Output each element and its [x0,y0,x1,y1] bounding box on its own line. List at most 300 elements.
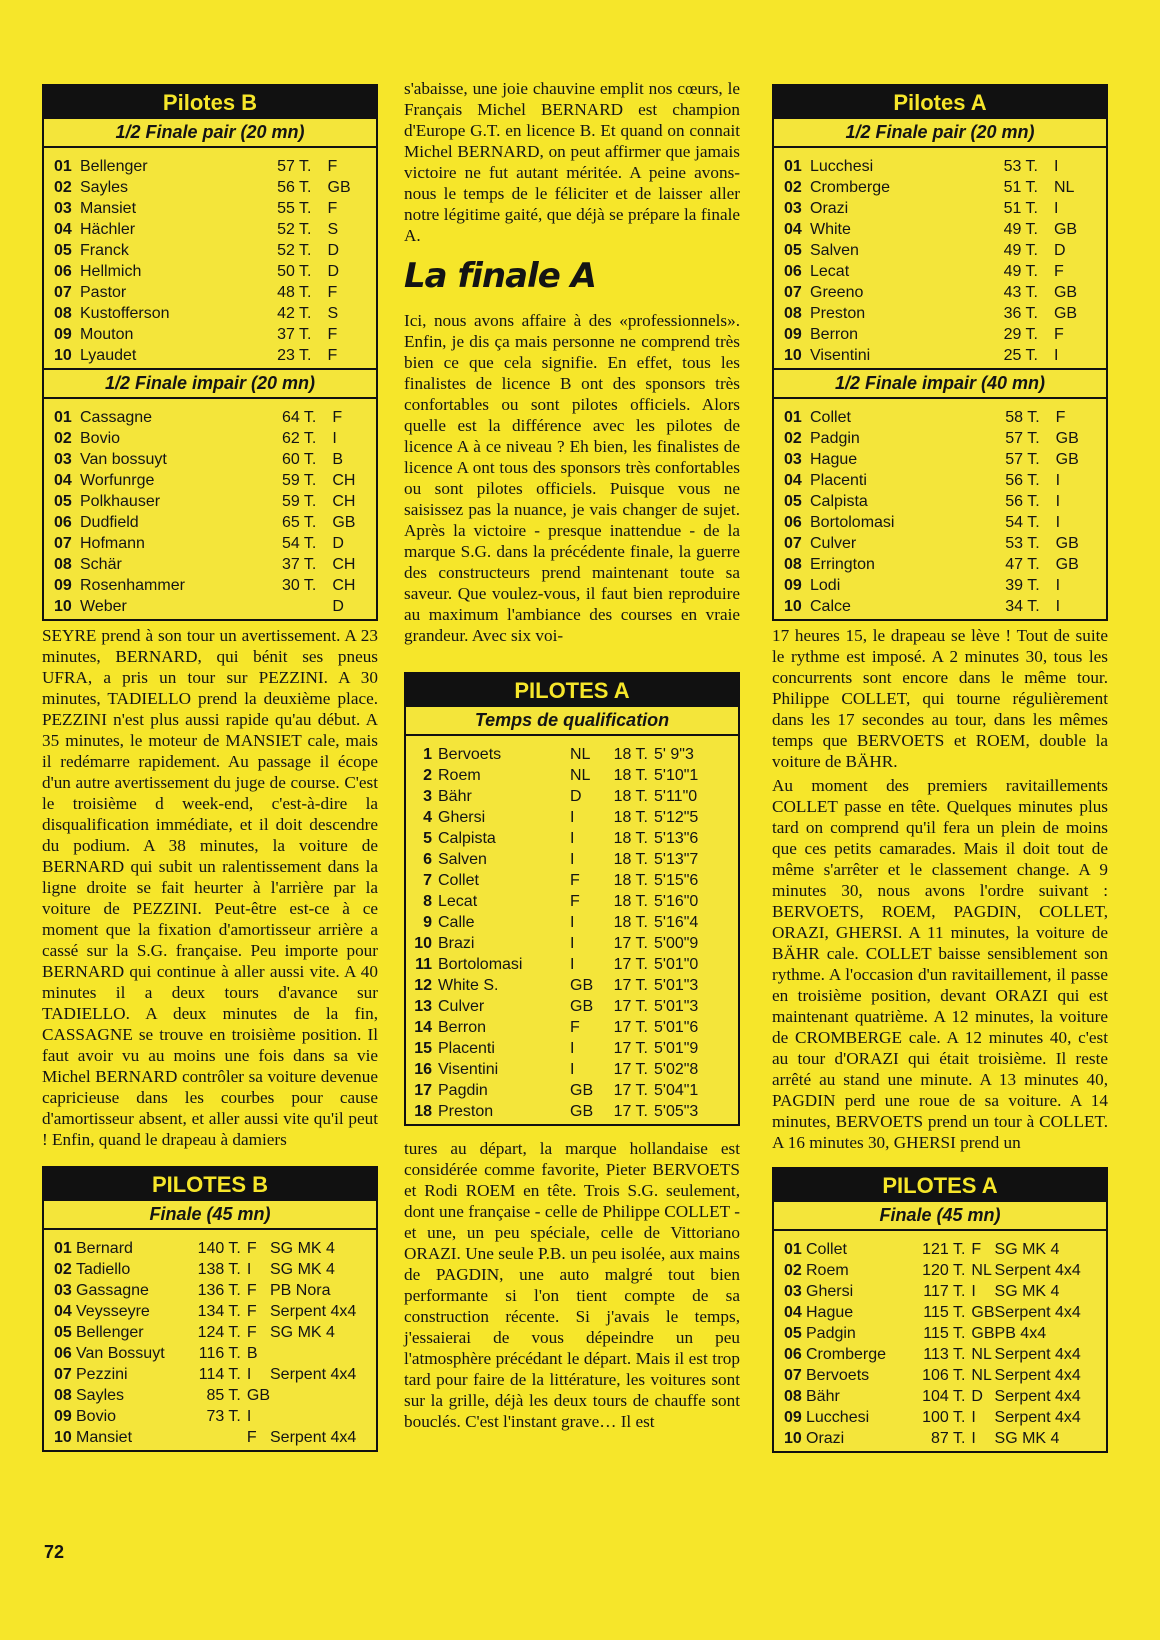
table-row [44,1301,376,1322]
cell-country: D [332,535,344,552]
cell-n: 05 [784,1325,802,1342]
cell-car: SG MK 4 [994,1241,1060,1258]
table-row [774,533,1106,554]
section-label: 1/2 Finale pair (20 mn) [774,119,1106,148]
cell-name: Pezzini [76,1366,128,1383]
table-row [774,148,1106,177]
cell-country: CH [332,472,356,489]
cell-car: Serpent 4x4 [994,1304,1081,1321]
cell-n: 12 [414,977,432,994]
table-row [406,1038,738,1059]
cell-name: Bähr [438,788,472,805]
cell-time: 5'05"3 [654,1103,699,1120]
cell-country: I [1055,493,1061,510]
cell-car: Serpent 4x4 [994,1367,1081,1384]
cell-country: B [332,451,344,468]
cell-laps: 49 T. [1003,221,1038,238]
column-1 [42,84,378,1452]
cell-n: 10 [54,1429,72,1446]
table-row [44,1343,376,1364]
paragraph: Au moment des premiers ravitaillements COLLET passe en tête. Quelques minutes plus tard on comprend qu'il fera un plein de moins que ces petits camarades. Mais il doit tout de même s'arrêter et le classement change. A 9 minutes 30, nous avons l'ordre suivant : BERVOETS, ROEM, PAGDIN, COLLET, ORAZI, GHERSI. A 11 minutes, la voiture de BÄHR cale. COLLET baisse sensiblement son rythme. A l'occasion d'un ravitaillement, il passe en troisième position, devant ORAZI qui est maintenant quatrième. A 12 minutes, la voiture de CROMBERGE cale. A 12 minutes 40, c'est au tour d'ORAZI qui était troisième. Il reste arrêté au stand une minute. A 13 minutes 40, PAGDIN perd une roue de sa voiture. A 14 minutes, BERVOETS prend un tour à COLLET. A 16 minutes 30, GHERSI prend un [772,776,1108,1152]
cell-n: 02 [54,430,72,447]
cell-time: 5'13"6 [654,830,699,847]
cell-name: Cromberge [806,1346,887,1363]
table-row [774,240,1106,261]
cell-laps: 114 T. [198,1366,241,1383]
cell-name: Lucchesi [806,1409,870,1426]
cell-country: I [570,914,575,931]
paragraph: Ici, nous avons affaire à des «professionnels». Enfin, je dis ça mais personne ne comprend très bien ce que cela signifie. En effet, tous les finalistes de licence B ont des sponsors très confortables ou sont pilotes officiels. Alors quelle est la différence avec les pilotes de licence A à ce niveau ? Eh bien, les finalistes de licence A ont tous des sponsors très confortables ou sont pilotes officiels. Puisque vous ne saisissez pas la nuance, je vais changer de sujet. Après la victoire - presque inattendue - de la marque S.G. dans la précédente finale, la guerre des constructeurs prend maintenant toute sa saveur. Que voulez-vous, il faut bien reproduire au maximum l'ambiance des courses en vraie grandeur. Avec six voi- [404,311,740,645]
cell-n: 09 [54,1408,72,1425]
cell-laps: 53 T. [1003,158,1038,175]
table-row [406,1080,738,1101]
cell-laps: 57 T. [1005,430,1040,447]
cell-laps: 49 T. [1003,263,1038,280]
cell-country: S [327,221,339,238]
box-title: PILOTES A [406,674,738,707]
cell-time: 5'01"6 [654,1019,699,1036]
column-3 [772,84,1108,1453]
cell-n: 11 [415,956,432,973]
cell-n: 2 [423,767,432,784]
cell-laps: 17 T. [613,1103,648,1120]
cell-laps: 134 T. [197,1303,241,1320]
cell-name: Bovio [76,1408,117,1425]
cell-n: 03 [784,1283,802,1300]
table-row [44,240,376,261]
cell-country: F [327,347,338,364]
cell-country: F [570,872,580,889]
cell-n: 4 [423,809,432,826]
cell-name: Bovio [80,430,121,447]
cell-name: Rosenhammer [80,577,185,594]
table-row [44,177,376,198]
cell-laps: 47 T. [1005,556,1040,573]
cell-time: 5'02"8 [654,1061,699,1078]
cell-name: Ghersi [806,1283,854,1300]
results-table [774,1231,1106,1451]
cell-n: 01 [54,158,72,175]
cell-car [270,1385,376,1406]
cell-n: 08 [54,305,72,322]
cell-n: 10 [414,935,432,952]
cell-n: 09 [54,577,72,594]
cell-name: Bellenger [80,158,148,175]
cell-country: GB [971,1304,995,1321]
cell-country: NL [1053,179,1075,196]
cell-n: 06 [784,263,802,280]
table-row [44,399,376,428]
cell-laps: 18 T. [613,746,648,763]
results-table [44,1230,376,1450]
table-row [406,1059,738,1080]
cell-name: Culver [810,535,857,552]
section-label: 1/2 Finale impair (20 mn) [44,368,376,399]
box-title: PILOTES A [774,1169,1106,1202]
cell-laps: 87 T. [930,1430,966,1447]
cell-country: F [246,1282,257,1299]
cell-name: Cromberge [810,179,891,196]
cell-n: 06 [54,1345,72,1362]
results-table [44,399,376,619]
article-text [404,310,740,646]
table-row [774,219,1106,240]
cell-laps: 17 T. [613,1019,648,1036]
cell-name: Lyaudet [80,347,137,364]
table-row [774,428,1106,449]
cell-name: Lucchesi [810,158,874,175]
table-row [44,219,376,240]
cell-laps: 48 T. [277,284,312,301]
cell-laps: 17 T. [613,1061,648,1078]
cell-name: Mansiet [76,1429,133,1446]
table-row [44,575,376,596]
cell-laps: 124 T. [197,1324,241,1341]
table-row [406,1017,738,1038]
cell-country: I [1055,577,1061,594]
table-row [774,303,1106,324]
cell-time: 5'01"3 [654,977,699,994]
cell-laps: 65 T. [281,514,317,531]
section-heading: La finale A [404,256,596,296]
table-row [774,1365,1106,1386]
cell-country: GB [570,998,594,1015]
cell-laps: 57 T. [277,158,312,175]
cell-n: 03 [54,451,72,468]
table-row [406,975,738,996]
cell-name: Cassagne [80,409,153,426]
cell-name: Pastor [80,284,127,301]
table-row [406,765,738,786]
cell-n: 04 [784,472,802,489]
cell-time: 5'16"0 [654,893,699,910]
cell-n: 07 [784,284,802,301]
cell-laps: 56 T. [1005,472,1040,489]
cell-time: 5'01"3 [654,998,699,1015]
cell-country: GB [1055,451,1079,468]
cell-n: 08 [784,1388,802,1405]
paragraph: s'abaisse, une joie chauvine emplit nos cœurs, le Français Michel BERNARD est champion d'Europe G.T. en licence B. Et quand on connait Michel BERNARD, on peut affirmer que jamais victoire ne fut autant méritée. A peine avons-nous le temps de le féliciter et de laisser aller notre légitime gaité, que déjà se prépare la finale A. [404,79,740,245]
cell-laps: 18 T. [613,767,648,784]
cell-country: I [1055,472,1061,489]
cell-laps: 17 T. [613,977,648,994]
table-row [406,870,738,891]
cell-laps: 106 T. [922,1367,966,1384]
cell-country: I [971,1283,976,1300]
cell-n: 06 [54,263,72,280]
cell-country: F [246,1429,257,1446]
cell-laps: 25 T. [1003,347,1038,364]
cell-laps: 34 T. [1005,598,1040,615]
cell-name: Culver [438,998,485,1015]
cell-name: Orazi [806,1430,845,1447]
cell-name: Placenti [438,1040,495,1057]
cell-n: 10 [54,347,72,364]
cell-country: I [332,430,337,447]
section-label: 1/2 Finale impair (40 mn) [774,368,1106,399]
cell-laps: 23 T. [277,347,312,364]
cell-name: Brazi [438,935,475,952]
cell-name: Calce [810,598,851,615]
table-row [44,533,376,554]
cell-country: CH [332,493,356,510]
cell-laps: 36 T. [1003,305,1038,322]
cell-time: 5'01"0 [654,956,699,973]
cell-country: I [971,1430,976,1447]
column-2 [404,78,740,1435]
cell-name: Lodi [810,577,841,594]
cell-name: Orazi [810,200,849,217]
cell-name: Bernard [76,1240,133,1257]
cell-car: Serpent 4x4 [994,1346,1081,1363]
table-row [774,324,1106,345]
cell-laps: 43 T. [1003,284,1038,301]
cell-name: Lecat [438,893,478,910]
cell-car: Serpent 4x4 [994,1262,1081,1279]
cell-laps: 56 T. [277,179,312,196]
cell-n: 02 [54,1261,72,1278]
pilotes-b-final-box [42,1166,378,1452]
cell-country: I [570,935,575,952]
cell-n: 03 [784,451,802,468]
cell-laps: 115 T. [923,1325,966,1342]
cell-name: Mansiet [80,200,137,217]
cell-time: 5'01"9 [654,1040,699,1057]
cell-time: 5' 9"3 [654,746,694,763]
results-table [774,399,1106,619]
table-row [44,1364,376,1385]
table-row [406,849,738,870]
table-row [774,261,1106,282]
cell-country: I [246,1366,252,1383]
cell-country: GB [1053,305,1078,322]
cell-name: Ghersi [438,809,486,826]
cell-laps: 18 T. [613,893,648,910]
cell-n: 09 [784,1409,802,1426]
cell-car: Serpent 4x4 [994,1388,1081,1405]
table-row [406,933,738,954]
cell-laps: 42 T. [277,305,312,322]
pilotes-a-semifinals-box [772,84,1108,621]
cell-name: Greeno [810,284,864,301]
cell-car: SG MK 4 [994,1430,1060,1447]
cell-country: D [971,1388,983,1405]
cell-name: Schär [80,556,122,573]
cell-n: 04 [54,221,72,238]
cell-country: F [246,1240,257,1257]
table-row [774,345,1106,368]
table-row [774,470,1106,491]
cell-n: 04 [54,1303,72,1320]
cell-name: Hellmich [80,263,142,280]
table-row [44,324,376,345]
table-row [774,491,1106,512]
cell-country: GB [1053,221,1078,238]
cell-laps: 104 T. [922,1388,966,1405]
cell-laps: 53 T. [1005,535,1040,552]
cell-country: F [1053,263,1064,280]
table-row [44,428,376,449]
cell-country: I [570,830,575,847]
table-row [406,891,738,912]
table-row [406,828,738,849]
cell-country: GB [246,1387,270,1404]
table-row [44,1280,376,1301]
cell-time: 5'15"6 [654,872,699,889]
table-row [774,554,1106,575]
cell-laps: 59 T. [281,472,317,489]
cell-laps: 62 T. [281,430,317,447]
table-row [44,198,376,219]
cell-n: 02 [784,1262,802,1279]
cell-name: Calle [438,914,475,931]
cell-n: 01 [784,1241,802,1258]
cell-n: 02 [784,430,802,447]
cell-laps: 52 T. [277,221,312,238]
cell-car: SG MK 4 [994,1283,1060,1300]
cell-n: 3 [423,788,432,805]
paragraph: SEYRE prend à son tour un avertissement. A 23 minutes, BERNARD, qui bénit ses pneus UFRA, a pris un tour sur PEZZINI. A 30 minutes, TADIELLO prend la deuxième place. PEZZINI n'est plus aussi rapide qu'au début. A 35 minutes, le moteur de MANSIET cale, mais il redémarre rapidement. Au passage il écope d'un autre avertissement du juge de course. C'est le troisième d week-end, c'est-à-dire la disqualification immédiate, et il doit descendre du podium. A 38 minutes, la voiture de BERNARD qui subit un ralentissement dans la ligne droite se fait heurter à l'arrière par la voiture de PEZZINI. Peut-être est-ce à ce moment que la fixation d'amortisseur arrière a cassé sur la S.G. française. Peu importe pour BERNARD qui continue à aller aussi vite. A 40 minutes il a deux tours d'avance sur TADIELLO. A deux minutes de la fin, CASSAGNE se trouve en troisième position. Il faut avoir vu au moins une fois dans sa vie Michel BERNARD contrôler sa voiture devenue capricieuse dans les courbes pour cause d'amortisseur absent, et aller aussi vite qu'il peut ! Enfin, quand le drapeau à damiers [42,626,378,1149]
cell-country: I [1053,200,1059,217]
cell-n: 10 [784,347,802,364]
cell-n: 03 [54,1282,72,1299]
cell-country: F [1055,409,1066,426]
cell-country: F [327,158,338,175]
cell-name: Van Bossuyt [76,1345,165,1362]
cell-country: NL [570,746,591,763]
table-row [774,1302,1106,1323]
cell-n: 18 [414,1103,432,1120]
box-title: Pilotes A [774,86,1106,119]
table-row [406,807,738,828]
cell-name: Placenti [810,472,867,489]
cell-name: Bervoets [806,1367,870,1384]
cell-n: 01 [784,158,802,175]
cell-laps: 140 T. [197,1240,241,1257]
cell-country: GB [570,1103,594,1120]
cell-n: 8 [423,893,432,910]
table-row [774,575,1106,596]
cell-time: 5'00"9 [654,935,699,952]
cell-name: Roem [438,767,481,784]
cell-country: F [570,893,580,910]
cell-country: D [1053,242,1066,259]
results-table [44,148,376,368]
cell-n: 08 [784,305,802,322]
cell-car: SG MK 4 [270,1261,335,1278]
table-row [774,1231,1106,1260]
cell-car: PB Nora [270,1282,331,1299]
cell-name: Salven [810,242,859,259]
table-row [774,1323,1106,1344]
cell-n: 10 [784,1430,802,1447]
cell-country: D [327,263,340,280]
article-text [42,625,378,1150]
cell-n: 06 [784,1346,802,1363]
cell-laps: 115 T. [923,1304,966,1321]
cell-n: 04 [784,1304,802,1321]
table-row [774,1407,1106,1428]
cell-n: 5 [423,830,432,847]
cell-laps: 37 T. [277,326,312,343]
cell-car [270,1343,376,1364]
cell-laps: 64 T. [281,409,317,426]
table-row [774,512,1106,533]
table-row [44,1230,376,1259]
cell-time: 5'13"7 [654,851,699,868]
cell-country: F [1053,326,1064,343]
cell-laps: 17 T. [613,956,648,973]
cell-country: F [327,200,338,217]
box-title: Pilotes B [44,86,376,119]
table-row [44,470,376,491]
cell-n: 07 [54,1366,72,1383]
cell-name: Hague [806,1304,854,1321]
cell-car: Serpent 4x4 [270,1366,357,1383]
table-row [44,282,376,303]
cell-n: 01 [54,409,72,426]
cell-name: Bähr [806,1388,840,1405]
cell-name: Salven [438,851,487,868]
cell-country: D [570,788,582,805]
table-row [774,1344,1106,1365]
cell-n: 05 [54,1324,72,1341]
cell-n: 08 [784,556,802,573]
table-row [774,177,1106,198]
cell-name: Dudfield [80,514,139,531]
cell-name: Bellenger [76,1324,144,1341]
cell-time: 5'11"0 [654,788,698,805]
cell-laps: 59 T. [281,493,317,510]
table-row [774,449,1106,470]
cell-country: I [1055,598,1061,615]
cell-name: Collet [810,409,851,426]
cell-laps: 30 T. [281,577,317,594]
cell-laps: 49 T. [1003,242,1038,259]
cell-country: CH [332,556,356,573]
table-row [774,1281,1106,1302]
table-row [774,1386,1106,1407]
cell-n: 7 [423,872,432,889]
cell-laps: 116 T. [198,1345,241,1362]
table-row [44,1406,376,1427]
cell-n: 07 [54,535,72,552]
table-row [44,303,376,324]
paragraph: tures au départ, la marque hollandaise est considérée comme favorite, Pieter BERVOETS et Rodi ROEM en tête. Trois S.G. seulement, dont une française - celle de Philippe COLLET - et une, un peu spéciale, celle de Vittoriano ORAZI. Une seule P.B. un peu isolée, aux mains de PAGDIN, une auto malgré tout bien performante si l'on tient compte de sa construction récente. Si j'avais le temps, j'essaierai de vous dépeindre un peu l'atmosphère précédant le départ. Mais il est trop tard pour faire de la littérature, les voitures sont sur la grille, déjà les deux tours de chauffe sont bouclés. C'est l'instant grave… Il est [404,1139,740,1431]
cell-name: Bortolomasi [438,956,523,973]
article-text [772,625,1108,1153]
cell-laps: 18 T. [613,830,648,847]
table-row [44,491,376,512]
cell-name: Lecat [810,263,850,280]
cell-name: Hague [810,451,858,468]
cell-laps: 56 T. [1005,493,1040,510]
section-label: Finale (45 mn) [44,1201,376,1230]
table-row [44,1322,376,1343]
table-row [44,596,376,619]
cell-name: Berron [438,1019,487,1036]
cell-n: 1 [423,746,432,763]
cell-n: 6 [423,851,432,868]
cell-laps: 55 T. [277,200,312,217]
cell-laps: 17 T. [613,1082,648,1099]
cell-n: 08 [54,556,72,573]
cell-name: Collet [438,872,479,889]
cell-name: Worfunrge [80,472,155,489]
cell-n: 15 [414,1040,432,1057]
cell-country: F [332,409,343,426]
cell-name: Roem [806,1262,849,1279]
